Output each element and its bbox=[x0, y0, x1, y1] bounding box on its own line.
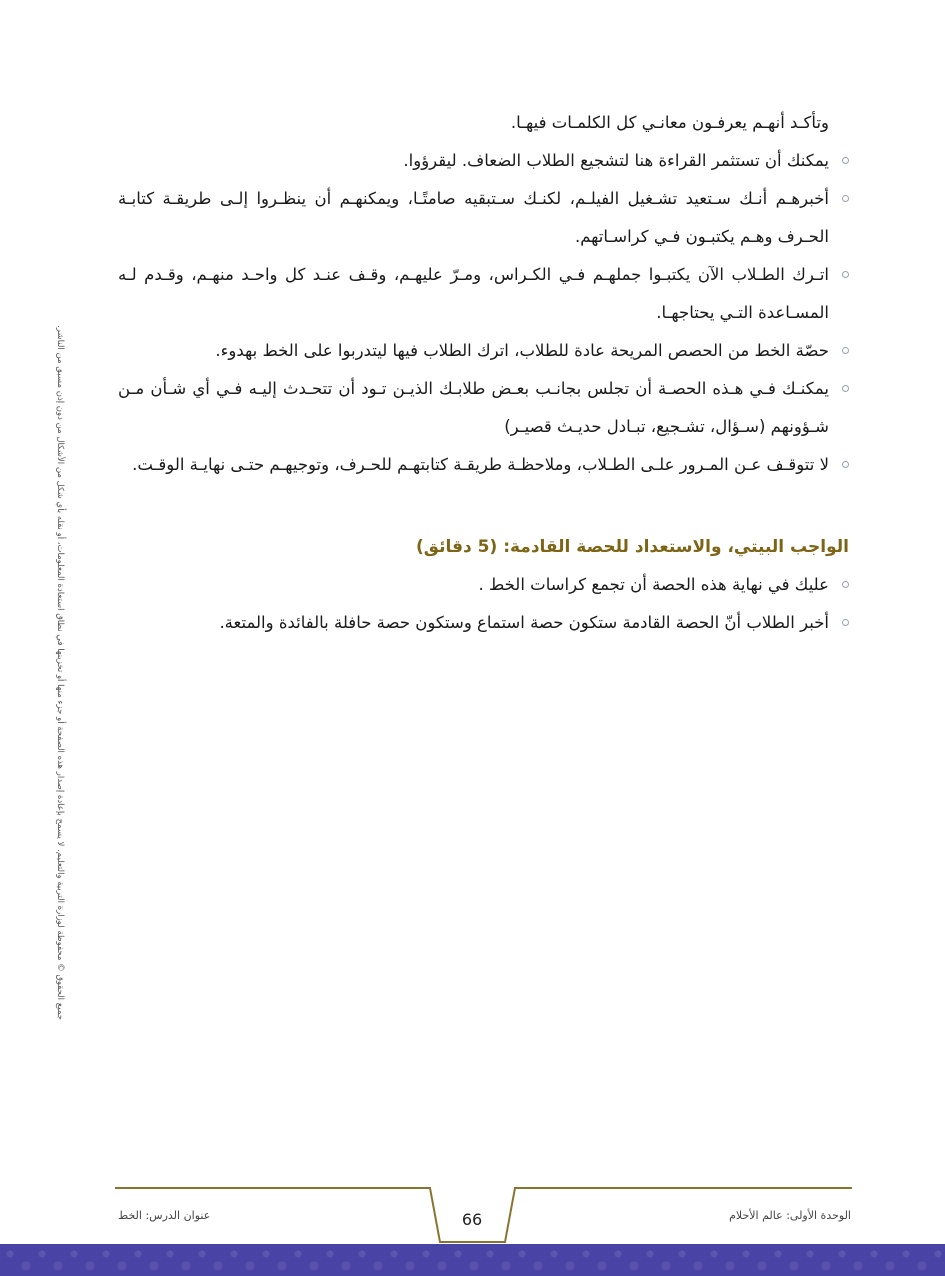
bullet-circle-icon bbox=[842, 195, 849, 202]
lesson-content bbox=[118, 104, 849, 642]
instruction-list bbox=[118, 142, 849, 484]
list-item bbox=[118, 256, 849, 332]
list-item bbox=[118, 332, 849, 370]
list-item bbox=[118, 446, 849, 484]
list-item bbox=[118, 604, 849, 642]
page-number: 66 bbox=[461, 1210, 483, 1229]
continuation-line: وتأكـد أنهـم يعرفـون معانـي كل الكلمـات فيهـا. bbox=[510, 113, 829, 132]
list-item bbox=[118, 566, 849, 604]
bullet-circle-icon bbox=[842, 157, 849, 164]
bullet-circle-icon bbox=[842, 581, 849, 588]
list-item-text: يمكنك أن تستثمر القراءة هنا لتشجيع الطلاب الضعاف. ليقرؤوا. bbox=[403, 151, 829, 170]
bullet-circle-icon bbox=[842, 347, 849, 354]
list-item bbox=[118, 142, 849, 180]
list-item bbox=[118, 370, 849, 446]
copyright-side-note: جميع الحقوق © محفوظة لوزارة التربية والتعليم. لا يسمح بإعادة إصدار هذه الصفحة أو جزء منها أو تخزينها في نطاق استعادة المعلومات، أو نقله بأي شكل من الأشكال من دون إذن مسبق من الناشر. bbox=[55, 325, 65, 1020]
bullet-circle-icon bbox=[842, 385, 849, 392]
list-item-text: أخبر الطلاب أنّ الحصة القادمة ستكون حصة استماع وستكون حصة حافلة بالفائدة والمتعة. bbox=[219, 613, 829, 632]
list-item bbox=[118, 180, 849, 256]
list-item-text: حصّة الخط من الحصص المريحة عادة للطلاب، اترك الطلاب فيها ليتدربوا على الخط بهدوء. bbox=[215, 341, 829, 360]
bullet-circle-icon bbox=[842, 619, 849, 626]
list-item-text: عليك في نهاية هذه الحصة أن تجمع كراسات الخط . bbox=[478, 575, 829, 594]
bullet-circle-icon bbox=[842, 461, 849, 468]
homework-list bbox=[118, 566, 849, 642]
list-item-text: لا تتوقـف عـن المـرور علـى الطـلاب، وملاحظـة طريقـة كتابتهـم للحـرف، وتوجيهـم حتـى نهايـة الوقـت. bbox=[132, 455, 829, 474]
bullet-circle-icon bbox=[842, 271, 849, 278]
footer-lesson-title: عنوان الدرس: الخط bbox=[118, 1209, 211, 1222]
list-item-text: اتـرك الطـلاب الآن يكتبـوا جملهـم فـي الكـراس، ومـرّ عليهـم، وقـف عنـد كل واحـد منهـم، وقـدم لـه المسـاعدة التـي يحتاجهـا. bbox=[118, 265, 829, 322]
list-item-text: يمكنـك فـي هـذه الحصـة أن تجلس بجانـب بعـض طلابـك الذيـن تـود أن تتحـدث إليـه فـي أي شـأن مـن شـؤونهم (سـؤال، تشـجيع، تبـادل حديـث قصيـر) bbox=[118, 379, 829, 436]
decorative-bottom-band bbox=[0, 1244, 945, 1276]
homework-heading: الواجب البيتي، والاستعداد للحصة القادمة: (5 دقائق) bbox=[416, 537, 849, 557]
footer-unit-title: الوحدة الأولى: عالم الأحلام bbox=[729, 1209, 851, 1222]
list-item-text: أخبرهـم أنـك سـتعيد تشـغيل الفيلـم، لكنـك سـتبقيه صامتًـا، ويمكنهـم أن ينظـروا إلـى طريقـة كتابـة الحـرف وهـم يكتبـون فـي كراسـاتهم. bbox=[118, 189, 829, 246]
